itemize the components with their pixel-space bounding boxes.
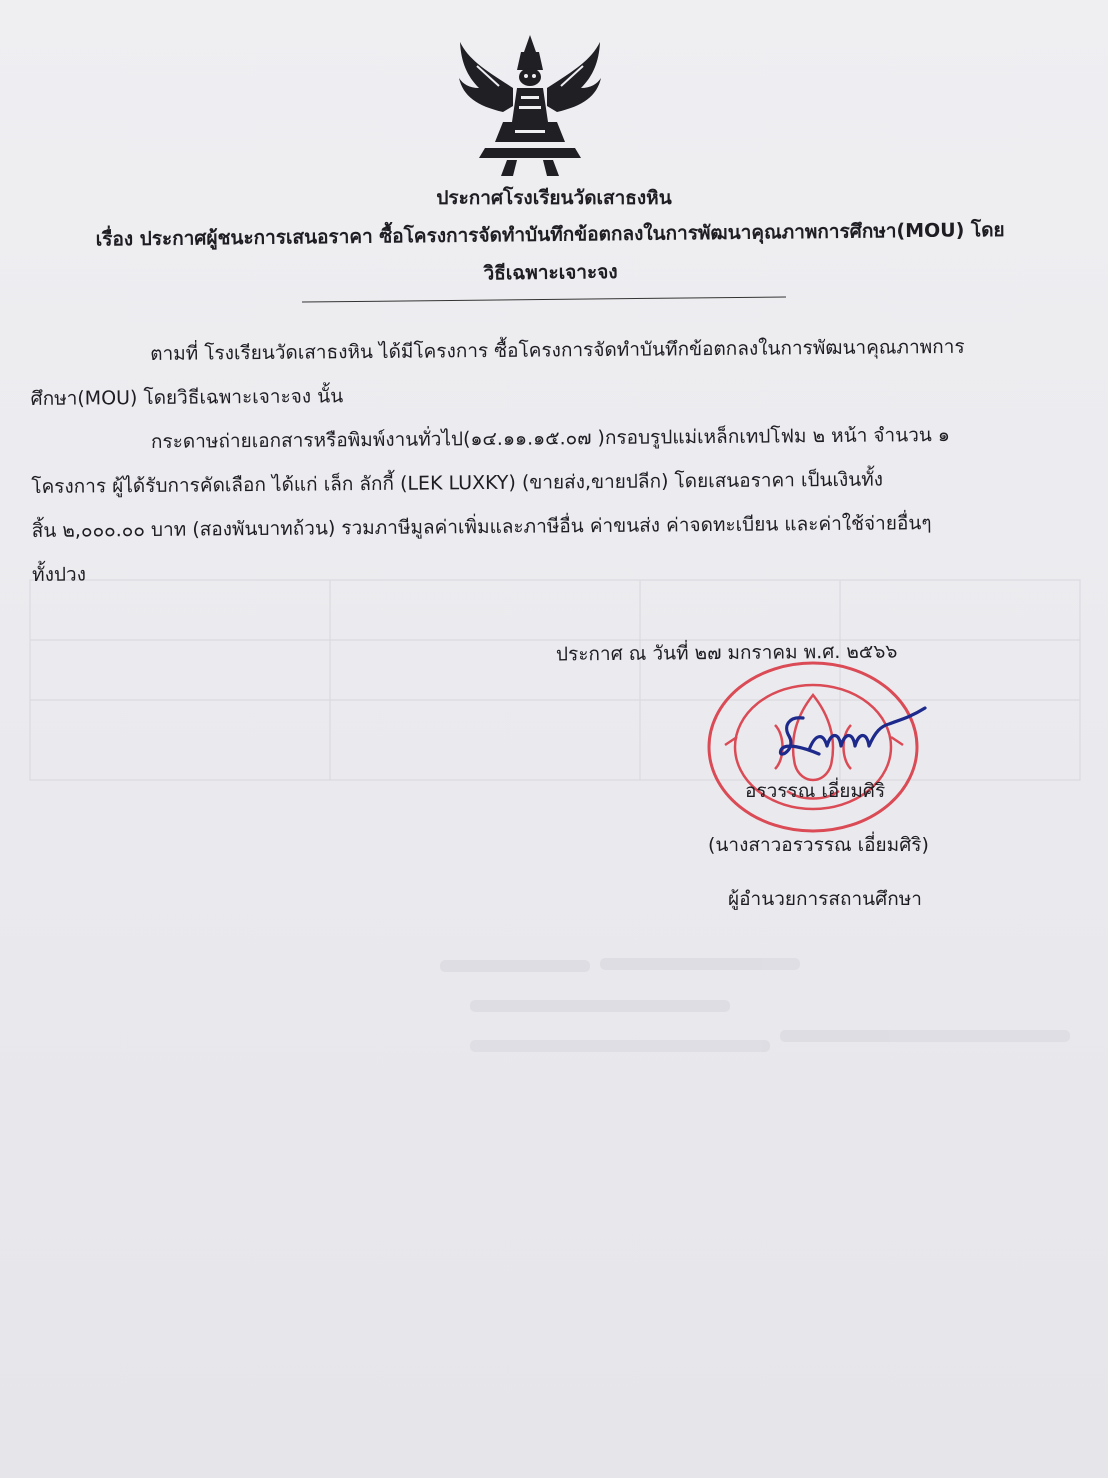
signer-position: ผู้อำนวยการสถานศึกษา bbox=[728, 888, 922, 910]
paragraph-2-line-3: สิ้น ๒,๐๐๐.๐๐ บาท (สองพันบาทถ้วน) รวมภาษีมูลค่าเพิ่มและภาษีอื่น ค่าขนส่ง ค่าจดทะเบียน และค่าใช้จ่ายอื่นๆ bbox=[31, 512, 932, 542]
paragraph-2-line-4: ทั้งปวง bbox=[32, 563, 87, 586]
announcement-body bbox=[30, 324, 1062, 597]
subject-line-2: วิธีเฉพาะเจาะจง bbox=[483, 261, 618, 285]
announcement-date: ประกาศ ณ วันที่ ๒๗ มกราคม พ.ศ. ๒๕๖๖ bbox=[555, 640, 898, 666]
announcement-subject bbox=[50, 211, 1051, 297]
title-divider bbox=[302, 296, 786, 302]
garuda-emblem-icon bbox=[455, 30, 605, 180]
paragraph-2-line-1: กระดาษถ่ายเอกสารหรือพิมพ์งานทั่วไป(๑๔.๑๑.๑๕.๐๗ )กรอบรูปแม่เหล็กเทปโฟม ๒ หน้า จำนวน ๑ bbox=[150, 423, 951, 453]
signer-name: อรวรรณ เอี่ยมศิริ bbox=[745, 780, 886, 802]
signer-full-name: (นางสาวอรวรรณ เอี่ยมศิริ) bbox=[708, 834, 929, 856]
announcement-title: ประกาศโรงเรียนวัดเสาธงหิน bbox=[436, 187, 672, 209]
paragraph-1-line-1: ตามที่ โรงเรียนวัดเสาธงหิน ได้มีโครงการ ซื้อโครงการจัดทำบันทึกข้อตกลงในการพัฒนาคุณภาพการ bbox=[150, 335, 965, 365]
handwritten-signature-icon bbox=[775, 702, 930, 772]
paper-bleed-through bbox=[0, 560, 1108, 1120]
paragraph-1-line-2: ศึกษา(MOU) โดยวิธีเฉพาะเจาะจง นั้น bbox=[30, 385, 344, 410]
subject-line-1: เรื่อง ประกาศผู้ชนะการเสนอราคา ซื้อโครงการจัดทำบันทึกข้อตกลงในการพัฒนาคุณภาพการศึกษา(MOU) โดย bbox=[95, 219, 1005, 251]
paragraph-2-line-2: โครงการ ผู้ได้รับการคัดเลือก ได้แก่ เล็ก ลักกี้ (LEK LUXKY) (ขายส่ง,ขายปลีก) โดยเสนอราคา เป็นเงินทั้ง bbox=[31, 468, 884, 498]
